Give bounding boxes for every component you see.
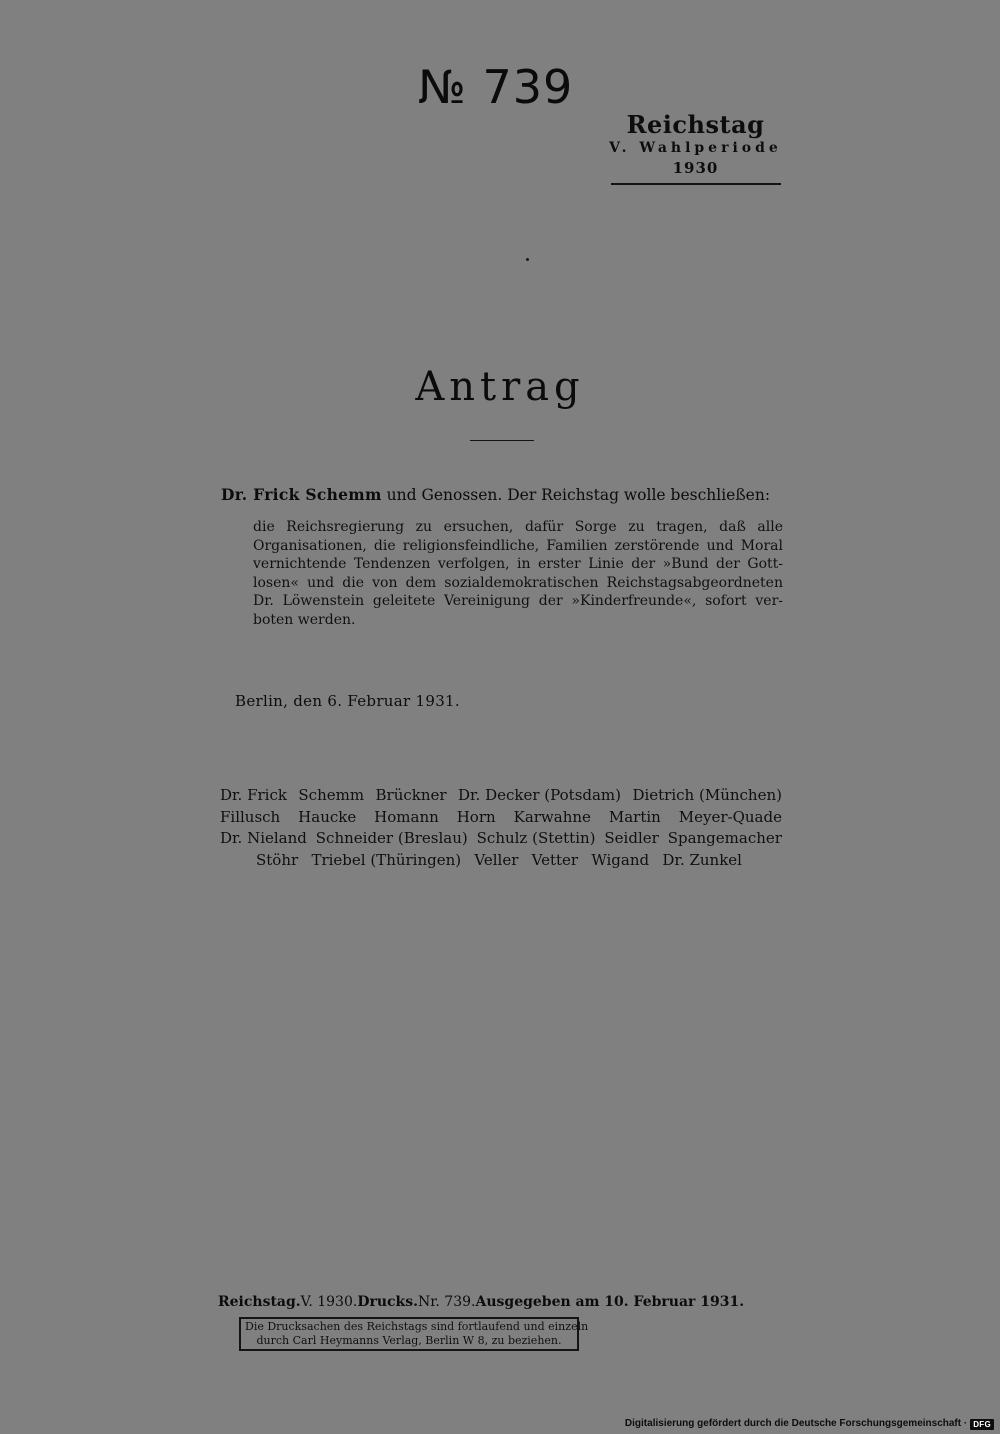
motion-line: Dr. Löwenstein geleitete Vereinigung der »Kinderfreunde«, sofort ver- bbox=[253, 593, 783, 610]
footer-drucks: Drucks. bbox=[357, 1294, 418, 1310]
print-footer bbox=[218, 1293, 745, 1311]
signatory: Dietrich (München) bbox=[632, 786, 782, 804]
signatory-row bbox=[220, 850, 782, 872]
reichstag-stamp bbox=[608, 112, 783, 185]
signatory: Horn bbox=[456, 807, 496, 826]
signatory: Schulz (Stettin) bbox=[476, 829, 596, 848]
motion-line: losen« und die von dem sozialdemokratischen Reichstagsabgeordneten bbox=[253, 574, 783, 591]
signatory: Vetter bbox=[531, 850, 579, 869]
signatory: Seidler bbox=[604, 829, 659, 848]
signatory: Dr. Frick bbox=[220, 786, 287, 804]
signatory-row bbox=[220, 807, 782, 829]
dfg-logo: DFG bbox=[970, 1419, 994, 1430]
signatory: Schneider (Breslau) bbox=[315, 829, 468, 848]
footer-term: V. 1930. bbox=[300, 1294, 358, 1310]
document-heading: Antrag bbox=[415, 364, 585, 410]
stamp-rule bbox=[611, 183, 781, 185]
document-date: Berlin, den 6. Februar 1931. bbox=[235, 692, 460, 710]
funding-notice bbox=[625, 1418, 994, 1430]
signatory: Wigand bbox=[591, 850, 650, 869]
signatory-row bbox=[220, 828, 782, 850]
signatory: Meyer-Quade bbox=[678, 807, 782, 826]
signatory: Stöhr bbox=[256, 850, 299, 869]
motion-intro-text: und Genossen. Der Reichstag wolle beschließen: bbox=[386, 486, 771, 504]
signatory: Brückner bbox=[375, 786, 447, 804]
signatory: Homann bbox=[374, 807, 439, 826]
footer-reichstag: Reichstag. bbox=[218, 1294, 301, 1310]
signatory: Fillusch bbox=[220, 807, 281, 826]
signatory: Haucke bbox=[298, 807, 357, 826]
document-number: № 739 bbox=[418, 60, 574, 114]
signatory: Dr. Nieland bbox=[220, 829, 307, 848]
stamp-title: Reichstag bbox=[626, 110, 765, 139]
motion-line: Organisationen, die religionsfeindliche, Familien zerstörende und Moral bbox=[253, 537, 783, 554]
motion-authors: Dr. Frick Schemm bbox=[221, 485, 382, 504]
motion-line: die Reichsregierung zu ersuchen, dafür Sorge zu tragen, daß alle bbox=[253, 519, 783, 535]
stamp-year: 1930 bbox=[672, 159, 719, 178]
publisher-notice-line: durch Carl Heymanns Verlag, Berlin W 8, zu beziehen. bbox=[256, 1334, 562, 1347]
heading-rule bbox=[470, 440, 534, 441]
signatory: Martin bbox=[608, 807, 661, 826]
signatory: Schemm bbox=[298, 786, 365, 804]
signatory-row bbox=[220, 785, 782, 807]
signatories bbox=[220, 785, 782, 871]
funding-text: Digitalisierung gefördert durch die Deutsche Forschungsgemeinschaft · bbox=[624, 1418, 968, 1429]
signatory: Dr. Zunkel bbox=[662, 850, 742, 869]
speck-mark bbox=[526, 258, 529, 261]
signatory: Veller bbox=[474, 850, 519, 869]
motion-line: vernichtende Tendenzen verfolgen, in erster Linie der »Bund der Gott- bbox=[253, 556, 783, 573]
publisher-notice-line: Die Drucksachen des Reichstags sind fortlaufend und einzeln bbox=[245, 1320, 589, 1333]
signatory: Dr. Decker (Potsdam) bbox=[458, 786, 622, 804]
motion-intro bbox=[221, 484, 791, 506]
stamp-term: V. Wahlperiode bbox=[609, 140, 782, 157]
footer-issue-date: Ausgegeben am 10. Februar 1931. bbox=[475, 1294, 745, 1310]
publisher-notice bbox=[239, 1317, 589, 1351]
footer-print-number: Nr. 739. bbox=[418, 1294, 476, 1310]
motion-text bbox=[253, 518, 783, 630]
signatory: Karwahne bbox=[513, 807, 591, 826]
motion-line: boten werden. bbox=[253, 611, 356, 628]
signatory: Spangemacher bbox=[667, 829, 782, 848]
signatory: Triebel (Thüringen) bbox=[311, 850, 462, 869]
